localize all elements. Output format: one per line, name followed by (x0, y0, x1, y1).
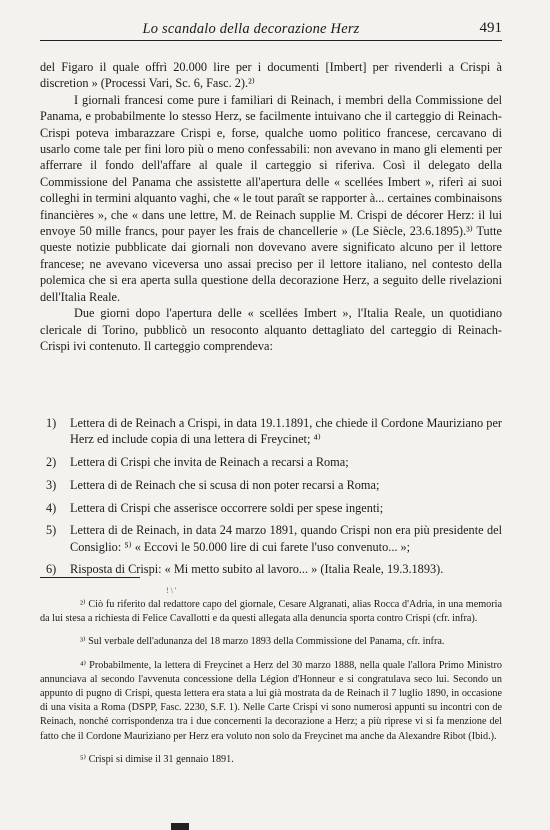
footnote: ⁵⁾ Crispi si dimise il 31 gennaio 1891. (80, 753, 234, 765)
running-title: Lo scandalo della decorazione Herz (142, 21, 360, 37)
list-item (46, 454, 502, 470)
list-item (46, 561, 502, 577)
footnote-divider (40, 577, 140, 578)
paragraph: Due giorni dopo l'apertura delle « scellées Imbert », l'Italia Reale, un quotidiano clericale di Torino, pubblicò un resoconto alquanto dettagliato del carteggio di Reinach-Crispi ivi contenuto. Il carteggio comprendeva: (40, 306, 502, 353)
paragraph-continuation: del Figaro il quale offrì 20.000 lire per i documenti [Imbert] per rivenderli a Crispi à discretion » (Processi Vari, Sc. 6, Fasc. 2).²⁾ (40, 60, 502, 91)
list-item-text: Lettera di de Reinach, in data 24 marzo 1891, quando Crispi non era più presidente del Consiglio: ⁵⁾ « Eccovi le 50.000 lire di cui farete l'uso convenuto... »; (70, 523, 502, 554)
footnote: ³⁾ Sul verbale dell'adunanza del 18 marzo 1893 della Commissione del Panama, cfr. infra. (80, 636, 445, 648)
footnote: ²⁾ Ciò fu riferito dal redattore capo del giornale, Cesare Algranati, alias Rocca d'Adria, in una memoria da lui stesa a richiesta di Felice Cavallotti e da questi allegata alla denuncia sporta contro Crispi (cfr. infra). (40, 599, 502, 625)
body-text (40, 59, 502, 354)
list-item (46, 500, 502, 516)
footnote: ⁴⁾ Probabilmente, la lettera di Freycinet a Herz del 30 marzo 1888, nella quale l'allora Primo Ministro annunciava al secondo l'avvenuta concessione della Légion d'Honneur e si congratulava seco lui. Secondo un appunto di pugno di Crispi, questa lettera era stata a lui già mostrata da de Reinach il 7 luglio 1890, in occasione di una visita a Roma (DSPP, Fasc. 2230, S.F. 1). Nelle Carte Crispi vi sono numerosi appunti su incontri con de Reinach, nonché corrispondenza tra i due concernenti la decorazione a Herz; a più riprese vi si fa menzione del fatto che il Cordone Mauriziano per Herz era voluto non solo da Freycinet ma anche da Alexandre Ribot (Ibid.). (40, 659, 502, 742)
list-item-text: Lettera di de Reinach che si scusa di non poter recarsi a Roma; (70, 477, 380, 492)
stray-marks: ! \ ' (166, 586, 177, 595)
paragraph: I giornali francesi come pure i familiari di Reinach, i membri della Commissione del Panama, e probabilmente lo stesso Herz, se facilmente intuivano che il carteggio di Reinach-Crispi poteva imbarazzare Crispi e, forse, qualche uomo politico francese, cercavano di usarlo come tale per fini loro più o meno confessabili: non avevano in mano gli elementi per afferrare il fondo dell'affare al quale il carteggio si riferiva. Così il delegato della Commissione del Panama che assistette all'apertura delle « scellées Imbert », riferì ai suoi colleghi in termini alquanto vaghi, che « le tout paraît se rapporter à... certaines combinaisons financières », che « dans une lettre, M. de Reinach supplie M. Crispi de décorer Herz: il lui envoye 50 mille francs, pour payer les frais de chancellerie » (Le Siècle, 23.6.1895).³⁾ Tutte queste notizie pubblicate dai giornali non dovevano avere significato alcuno per il lettore francese; ne avevano viceversa uno assai preciso per il lettore italiano, nel contesto della polemica che si era aperta sulla questione della decorazione Herz, a seguito delle rivelazioni dell'Italia Reale. (40, 92, 502, 304)
page-number: 491 (479, 20, 502, 36)
letters-list (46, 415, 502, 584)
list-item (46, 522, 502, 555)
list-item (46, 477, 502, 493)
list-item-number: 1) (46, 416, 57, 430)
list-item-number: 2) (46, 455, 57, 470)
ink-smudge (171, 823, 189, 830)
footnotes (40, 598, 502, 767)
list-item-number: 4) (46, 500, 57, 515)
list-item-number: 5) (46, 523, 57, 538)
list-item-text: Lettera di de Reinach a Crispi, in data 19.1.1891, che chiede il Cordone Mauriziano per Herz ed include copia di una lettera di Freycinet; ⁴⁾ (70, 416, 502, 447)
list-item-number: 3) (46, 477, 57, 492)
list-item-number: 6) (46, 562, 57, 577)
list-item-text: Lettera di Crispi che asserisce occorrere soldi per spese ingenti; (70, 500, 384, 515)
page-header (40, 20, 502, 41)
list-item-text: Lettera di Crispi che invita de Reinach a recarsi a Roma; (70, 455, 349, 470)
list-item-text: Risposta di Crispi: « Mi metto subito al lavoro... » (Italia Reale, 19.3.1893). (70, 562, 444, 577)
list-item (46, 415, 502, 448)
